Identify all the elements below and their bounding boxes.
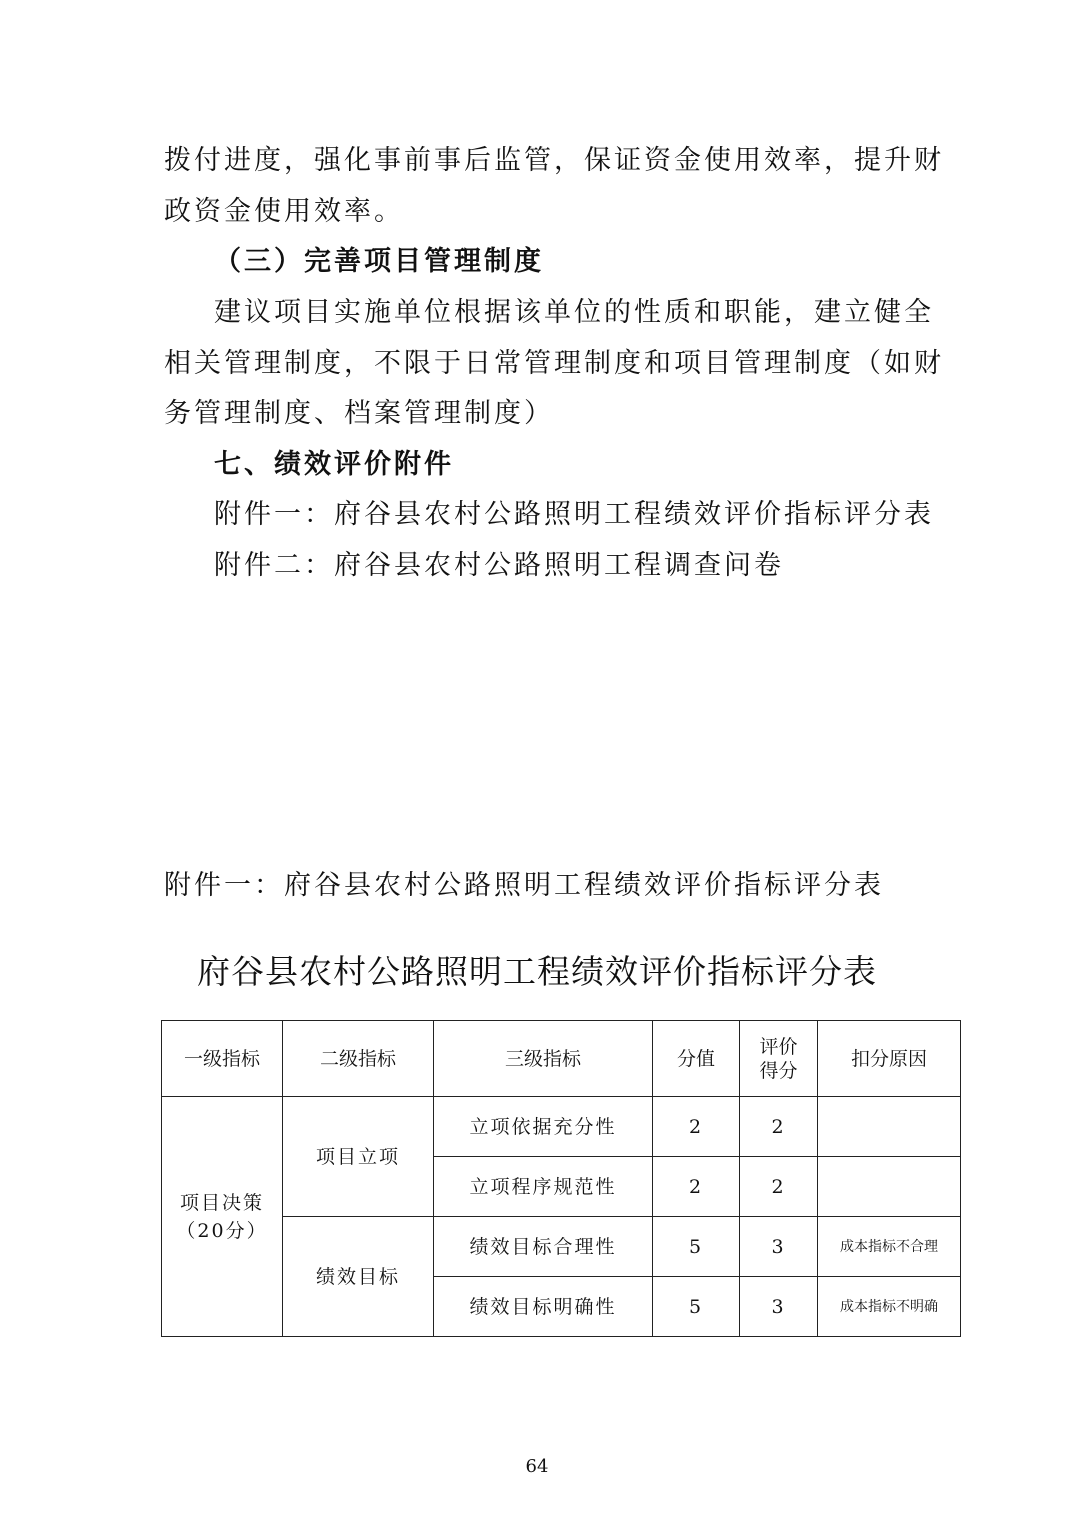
reason-cell: 成本指标不合理 bbox=[818, 1217, 961, 1277]
level2-cell: 绩效目标 bbox=[283, 1217, 434, 1337]
reason-cell: 成本指标不明确 bbox=[818, 1277, 961, 1337]
paragraph-line: 政资金使用效率。 bbox=[164, 196, 404, 227]
score-table bbox=[161, 1020, 961, 1337]
header-deduction-reason: 扣分原因 bbox=[818, 1021, 961, 1097]
table-row bbox=[162, 1097, 961, 1157]
table-header-row bbox=[162, 1021, 961, 1097]
header-level3: 三级指标 bbox=[434, 1021, 653, 1097]
header-score: 分值 bbox=[653, 1021, 740, 1097]
indicator-cell: 立项依据充分性 bbox=[434, 1097, 653, 1157]
level1-points: （20分） bbox=[176, 1219, 268, 1242]
score-cell: 2 bbox=[653, 1097, 740, 1157]
paragraph-line: 相关管理制度，不限于日常管理制度和项目管理制度（如财 bbox=[164, 348, 944, 379]
paragraph-line: 拨付进度，强化事前事后监管，保证资金使用效率，提升财 bbox=[164, 145, 944, 176]
table-title: 府谷县农村公路照明工程绩效评价指标评分表 bbox=[197, 952, 877, 991]
page-number: 64 bbox=[525, 1456, 549, 1477]
indicator-cell: 绩效目标明确性 bbox=[434, 1277, 653, 1337]
score-cell: 5 bbox=[653, 1277, 740, 1337]
got-cell: 3 bbox=[740, 1277, 818, 1337]
level2-cell: 项目立项 bbox=[283, 1097, 434, 1217]
annex-item: 附件一：府谷县农村公路照明工程绩效评价指标评分表 bbox=[214, 499, 934, 530]
chapter-heading: 七、绩效评价附件 bbox=[214, 449, 454, 480]
header-eval-line2: 得分 bbox=[759, 1059, 798, 1082]
annex-label: 附件一：府谷县农村公路照明工程绩效评价指标评分表 bbox=[164, 870, 884, 901]
score-cell: 5 bbox=[653, 1217, 740, 1277]
indicator-cell: 立项程序规范性 bbox=[434, 1157, 653, 1217]
score-cell: 2 bbox=[653, 1157, 740, 1217]
got-cell: 2 bbox=[740, 1157, 818, 1217]
header-level2: 二级指标 bbox=[283, 1021, 434, 1097]
header-eval-line1: 评价 bbox=[759, 1035, 798, 1058]
annex-item: 附件二：府谷县农村公路照明工程调查问卷 bbox=[214, 550, 784, 581]
paragraph-line: 务管理制度、档案管理制度） bbox=[164, 398, 554, 429]
level1-cell bbox=[162, 1097, 283, 1337]
got-cell: 3 bbox=[740, 1217, 818, 1277]
reason-cell bbox=[818, 1097, 961, 1157]
section-heading: （三）完善项目管理制度 bbox=[214, 246, 544, 277]
level1-name: 项目决策 bbox=[179, 1191, 264, 1214]
indicator-cell: 绩效目标合理性 bbox=[434, 1217, 653, 1277]
reason-cell bbox=[818, 1157, 961, 1217]
header-level1: 一级指标 bbox=[162, 1021, 283, 1097]
paragraph-line: 建议项目实施单位根据该单位的性质和职能，建立健全 bbox=[214, 297, 934, 328]
header-eval-score bbox=[740, 1021, 818, 1097]
got-cell: 2 bbox=[740, 1097, 818, 1157]
